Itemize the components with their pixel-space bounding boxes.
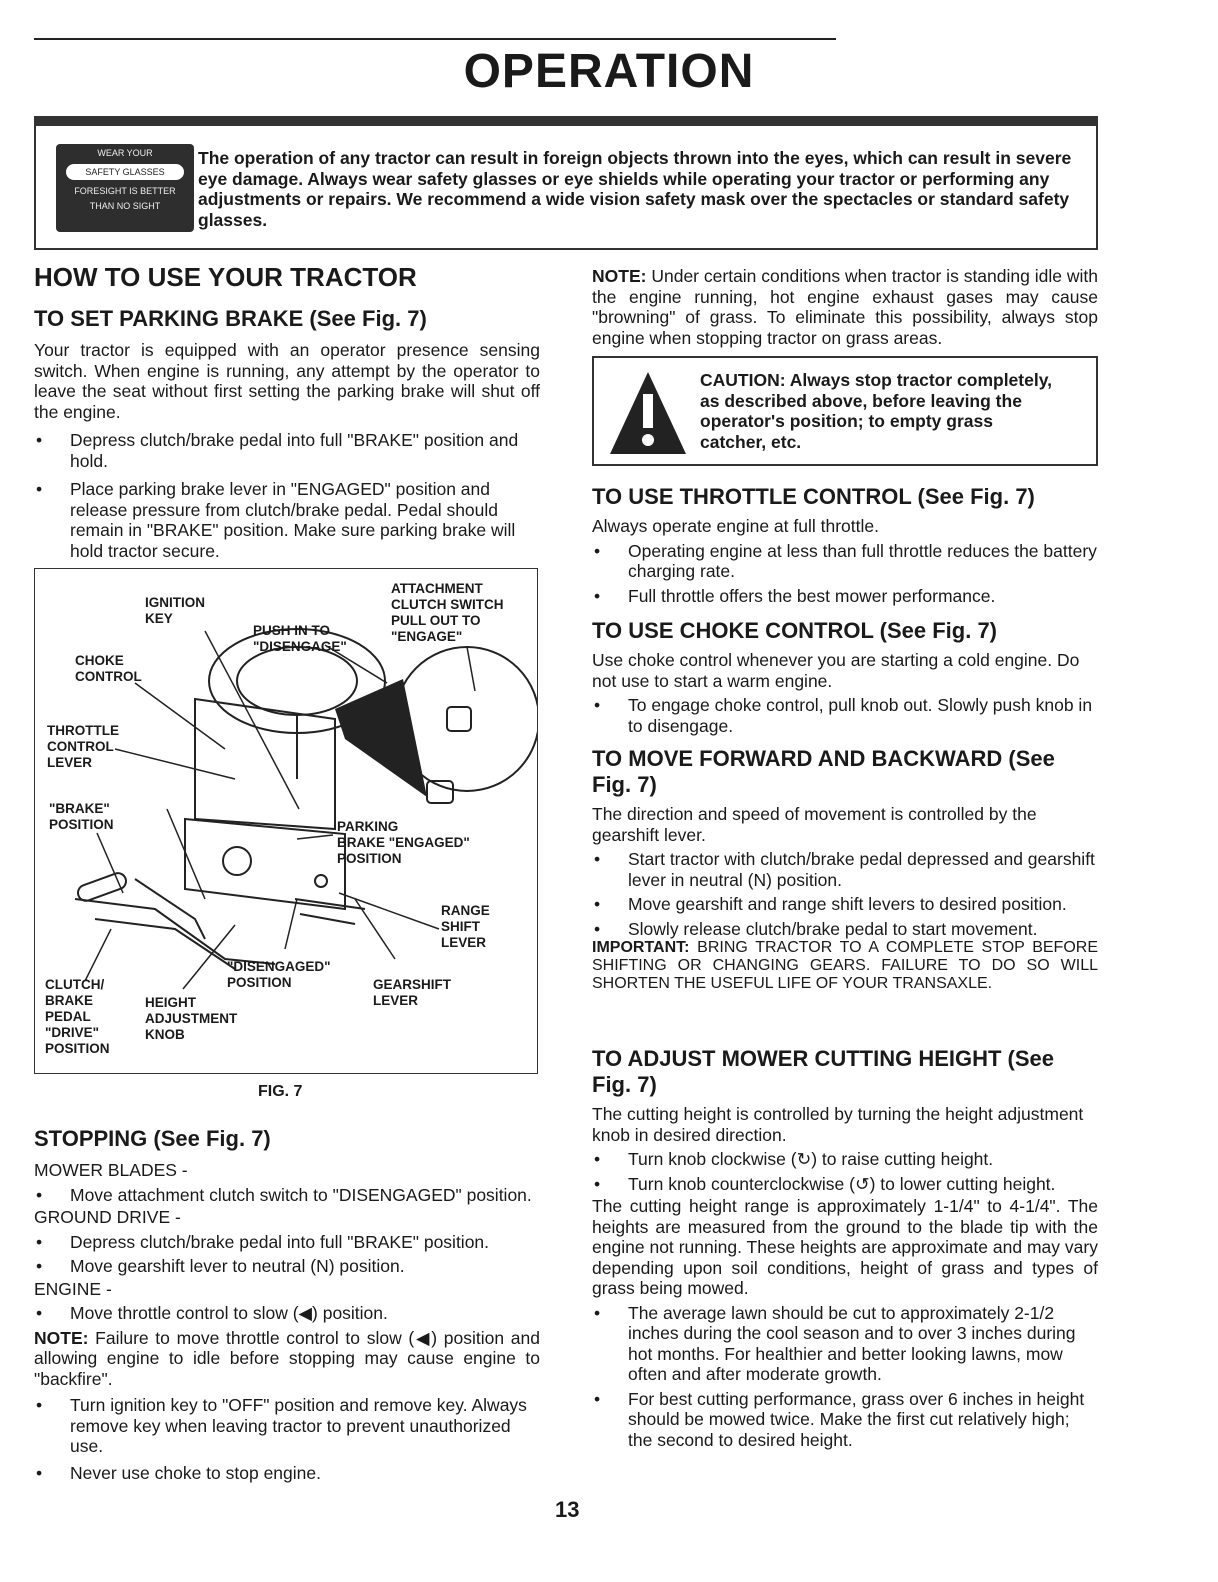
ignition-key-bullet: • Turn ignition key to "OFF" position and remove key. Always remove key when leaving tractor to prevent unauthorized use. — [34, 1395, 540, 1457]
height-intro: The cutting height is controlled by turning the height adjustment knob in desired direction. — [592, 1104, 1084, 1145]
stopping-heading: STOPPING (See Fig. 7) — [34, 1126, 271, 1151]
throttle-bullet-2: • Full throttle offers the best mower performance. — [592, 586, 1098, 607]
stopping-note-label: NOTE: — [34, 1327, 89, 1348]
exhaust-note — [592, 266, 1098, 348]
choke-bullet: • Never use choke to stop engine. — [34, 1463, 540, 1484]
move-heading: TO MOVE FORWARD AND BACKWARD (See Fig. 7) — [592, 746, 1055, 797]
top-rule — [34, 38, 836, 40]
important-text: BRING TRACTOR TO A COMPLETE STOP BEFORE SHIFTING OR CHANGING GEARS. FAILURE TO DO SO WILL SHORTEN THE USEFUL LIFE OF YOUR TRANSAXLE. — [592, 939, 1098, 992]
height-bullet-4: • For best cutting performance, grass over 6 inches in height should be mowed twice. Make the first cut relatively high; the second to desired height. — [592, 1389, 1098, 1451]
page-title: OPERATION — [463, 45, 755, 98]
height-bullet-2: • Turn knob counterclockwise (↺) to lower cutting height. — [592, 1174, 1098, 1195]
move-bullet-3: • Slowly release clutch/brake pedal to start movement. — [592, 919, 1098, 940]
caution-icon — [608, 368, 688, 458]
parking-section — [34, 340, 540, 561]
page-number: 13 — [555, 1497, 580, 1522]
parking-bullet-2: • Place parking brake lever in "ENGAGED" position and release pressure from clutch/brake pedal. Pedal should remain in "BRAKE" position. Make sure parking brake will hold tractor secure. — [34, 479, 540, 561]
label-disengaged-position: "DISENGAGED" POSITION — [227, 959, 331, 990]
choke-bullet-1: • To engage choke control, pull knob out. Slowly push knob in to disengage. — [592, 695, 1098, 736]
important-note — [592, 939, 1098, 993]
badge-line-4: THAN NO SIGHT — [89, 201, 161, 211]
label-parking-brake: PARKING BRAKE "ENGAGED" POSITION — [337, 819, 470, 866]
main-heading: HOW TO USE YOUR TRACTOR — [34, 262, 417, 292]
stopping-note — [34, 1328, 540, 1390]
label-gearshift-lever: GEARSHIFT LEVER — [373, 977, 452, 1008]
move-intro: The direction and speed of movement is controlled by the gearshift lever. — [592, 804, 1037, 845]
exhaust-note-text: Under certain conditions when tractor is standing idle with the engine running, hot engine exhaust gases may cause "browning" of grass. To eliminate this possibility, always stop engine when stopping tractor on grass areas. — [592, 266, 1098, 348]
ground-bullet-2: • Move gearshift lever to neutral (N) position. — [34, 1256, 540, 1277]
zoom-wedge — [335, 679, 427, 797]
move-section — [592, 804, 1098, 993]
caution-text: CAUTION: Always stop tractor completely, as described above, before leaving the operator's position; to empty grass catcher, etc. — [700, 370, 1053, 452]
label-brake-position: "BRAKE" POSITION — [49, 801, 114, 832]
label-attachment-switch: ATTACHMENT CLUTCH SWITCH PULL OUT TO "ENGAGE" — [391, 581, 504, 644]
ground-drive-label: GROUND DRIVE - — [34, 1207, 181, 1227]
throttle-intro: Always operate engine at full throttle. — [592, 516, 879, 536]
badge-line-1: WEAR YOUR — [97, 148, 153, 158]
warning-top-bar — [36, 118, 1096, 126]
label-choke-control: CHOKE CONTROL — [75, 653, 142, 684]
eye-safety-warning — [34, 116, 1098, 250]
label-push-disengage: PUSH IN TO "DISENGAGE" — [253, 623, 347, 654]
height-heading: TO ADJUST MOWER CUTTING HEIGHT (See Fig. 7) — [592, 1046, 1055, 1097]
safety-glasses-icon — [56, 144, 194, 232]
height-bullet-3: • The average lawn should be cut to approximately 2-1/2 inches during the cool season and to over 3 inches during hot months. For healthier and better looking lawns, mow often and after moderate growth. — [592, 1303, 1098, 1385]
label-range-shift: RANGE SHIFT LEVER — [441, 903, 490, 950]
choke-heading: TO USE CHOKE CONTROL (See Fig. 7) — [592, 618, 998, 643]
stopping-section — [34, 1160, 540, 1483]
parking-intro: Your tractor is equipped with an operator presence sensing switch. When engine is running, any attempt by the operator to leave the seat without first setting the parking brake will shut off the engine. — [34, 340, 540, 422]
mower-bullet-1: • Move attachment clutch switch to "DISENGAGED" position. — [34, 1185, 540, 1206]
parking-heading: TO SET PARKING BRAKE (See Fig. 7) — [34, 306, 427, 331]
parking-bullet-1: • Depress clutch/brake pedal into full "BRAKE" position and hold. — [34, 430, 540, 471]
throttle-heading: TO USE THROTTLE CONTROL (See Fig. 7) — [592, 484, 1035, 509]
label-throttle-lever: THROTTLE CONTROL LEVER — [47, 723, 119, 770]
throttle-bullet-1: • Operating engine at less than full throttle reduces the battery charging rate. — [592, 541, 1098, 582]
move-bullet-2: • Move gearshift and range shift levers to desired position. — [592, 894, 1098, 915]
choke-section — [592, 650, 1098, 736]
label-clutch-brake-pedal: CLUTCH/ BRAKE PEDAL "DRIVE" POSITION — [45, 977, 110, 1056]
stopping-note-text: Failure to move throttle control to slow (◀) position and allowing engine to idle before stopping may cause engine to "backfire". — [34, 1327, 540, 1389]
throttle-section — [592, 516, 1098, 606]
eye-warning-text: The operation of any tractor can result in foreign objects thrown into the eyes, which can result in severe eye damage. Always wear safety glasses or eye shields while operating your tractor or performing any adjustments or repairs. We recommend a wide vision safety mask over the spectacles or standard safety glasses. — [198, 148, 1072, 230]
dash-panel — [195, 699, 335, 829]
mower-blades-label: MOWER BLADES - — [34, 1160, 188, 1180]
ground-bullet-1: • Depress clutch/brake pedal into full "BRAKE" position. — [34, 1232, 540, 1253]
height-bullet-1: • Turn knob clockwise (↻) to raise cutting height. — [592, 1149, 1098, 1170]
choke-intro: Use choke control whenever you are starting a cold engine. Do not use to start a warm engine. — [592, 650, 1080, 691]
label-height-knob: HEIGHT ADJUSTMENT KNOB — [145, 995, 238, 1042]
badge-line-3: FORESIGHT IS BETTER — [74, 186, 176, 196]
engine-label: ENGINE - — [34, 1278, 112, 1299]
engine-bullet-1: • Move throttle control to slow (◀) position. — [34, 1303, 540, 1324]
exhaust-note-label: NOTE: — [592, 266, 647, 286]
badge-line-2: SAFETY GLASSES — [66, 164, 184, 180]
height-section — [592, 1104, 1098, 1450]
height-range-paragraph: The cutting height range is approximately 1-1/4" to 4-1/4". The heights are measured from the ground to the blade tip with the engine not running. These heights are approximate and may vary depending upon soil conditions, height of grass and types of grass being mowed. — [592, 1196, 1098, 1298]
label-ignition-key: IGNITION KEY — [145, 595, 205, 626]
caution-box — [592, 356, 1098, 466]
figure-caption: FIG. 7 — [258, 1083, 303, 1100]
important-label: IMPORTANT: — [592, 939, 690, 956]
figure-7 — [34, 568, 538, 1074]
move-bullet-1: • Start tractor with clutch/brake pedal depressed and gearshift lever in neutral (N) position. — [592, 849, 1098, 890]
